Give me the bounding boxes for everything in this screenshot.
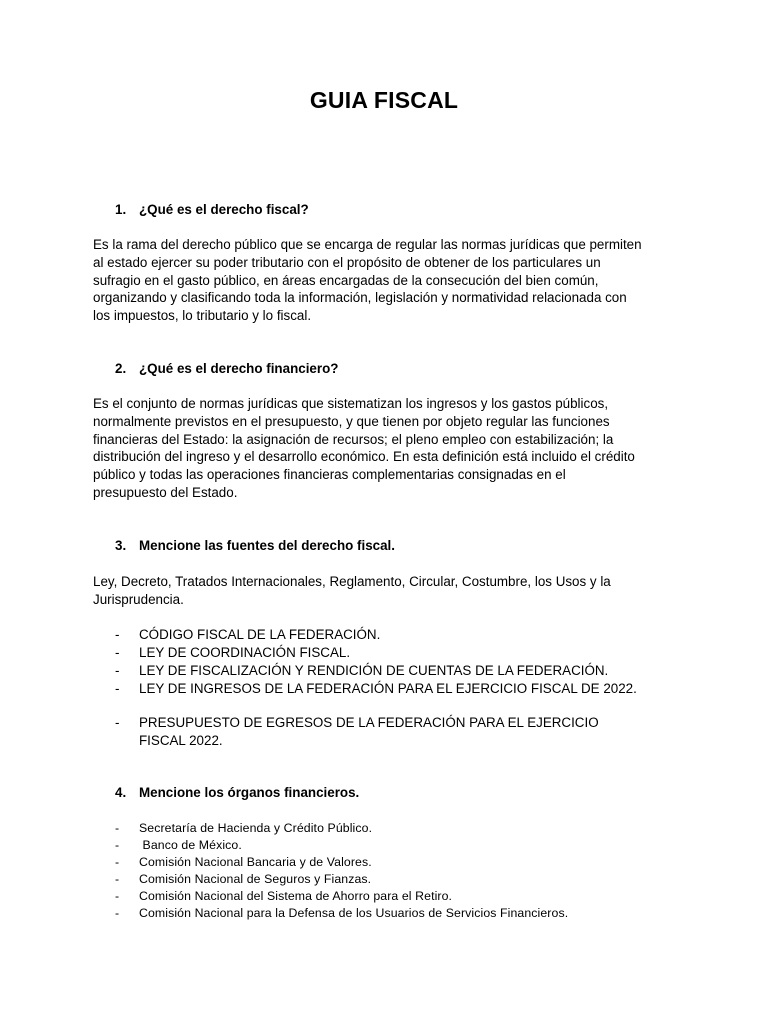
- question-text: ¿Qué es el derecho financiero?: [139, 361, 339, 376]
- question-3: [115, 538, 395, 553]
- question-number: 2.: [115, 361, 127, 376]
- sources-list-extra: [115, 714, 599, 750]
- answer-3: [93, 573, 693, 609]
- answer-line: Es la rama del derecho público que se encarga de regular las normas jurídicas que permiten: [93, 237, 642, 252]
- answer-line: financieras del Estado: la asignación de recursos; el pleno empleo con estabilización; la: [93, 431, 614, 447]
- question-number: 1.: [115, 202, 127, 217]
- question-4: [115, 785, 359, 800]
- answer-line: al estado ejercer su poder tributario con el propósito de obtener de los particulares un: [93, 254, 601, 270]
- answer-1: [93, 236, 693, 325]
- question-number: 3.: [115, 538, 127, 553]
- list-item-line: FISCAL 2022.: [139, 733, 223, 748]
- list-item: - Banco de México.: [115, 837, 568, 854]
- page-title: GUIA FISCAL: [309, 87, 459, 113]
- question-2: [115, 361, 338, 376]
- answer-line: organizando y clasificando toda la información, legislación y normatividad relacionada con: [93, 290, 627, 306]
- answer-2: [93, 395, 693, 502]
- question-number: 4.: [115, 785, 127, 800]
- list-item: - Comisión Nacional para la Defensa de los Usuarios de Servicios Financieros.: [115, 905, 568, 922]
- question-1: [115, 202, 309, 217]
- answer-line: presupuesto del Estado.: [93, 484, 238, 500]
- list-item: [115, 714, 599, 750]
- list-item: - Comisión Nacional del Sistema de Ahorro para el Retiro.: [115, 888, 568, 905]
- answer-line: los impuestos, lo tributario y lo fiscal.: [93, 308, 312, 324]
- list-item: - Comisión Nacional Bancaria y de Valores.: [115, 854, 568, 871]
- answer-line: distribución del ingreso y el desarrollo económico. En esta definición está incluido el crédito: [93, 449, 635, 465]
- list-item: - LEY DE FISCALIZACIÓN Y RENDICIÓN DE CUENTAS DE LA FEDERACIÓN.: [115, 662, 637, 680]
- list-item: - Secretaría de Hacienda y Crédito Público.: [115, 820, 568, 837]
- answer-line: público y todas las operaciones financieras complementarias consignadas en el: [93, 467, 566, 483]
- answer-line: sufragio en el gasto público, en áreas encargadas de la consecución del bien común,: [93, 272, 599, 288]
- answer-line: Jurisprudencia.: [93, 591, 184, 607]
- sources-list: [115, 626, 637, 698]
- question-text: ¿Qué es el derecho fiscal?: [139, 202, 309, 217]
- list-item: - Comisión Nacional de Seguros y Fianzas.: [115, 871, 568, 888]
- question-text: Mencione los órganos financieros.: [139, 785, 360, 800]
- list-item: - LEY DE COORDINACIÓN FISCAL.: [115, 644, 637, 662]
- list-item: - LEY DE INGRESOS DE LA FEDERACIÓN PARA EL EJERCICIO FISCAL DE 2022.: [115, 680, 637, 698]
- list-item-line: - PRESUPUESTO DE EGRESOS DE LA FEDERACIÓN PARA EL EJERCICIO: [139, 715, 599, 730]
- answer-line: normalmente previstos en el presupuesto, y que tienen por objeto regular las funciones: [93, 413, 610, 429]
- organs-list: [115, 820, 568, 922]
- answer-line: Es el conjunto de normas jurídicas que sistematizan los ingresos y los gastos públicos,: [93, 396, 609, 411]
- question-text: Mencione las fuentes del derecho fiscal.: [139, 538, 395, 553]
- answer-line: Ley, Decreto, Tratados Internacionales, Reglamento, Circular, Costumbre, los Usos y la: [93, 574, 611, 589]
- list-item: - CÓDIGO FISCAL DE LA FEDERACIÓN.: [115, 626, 637, 644]
